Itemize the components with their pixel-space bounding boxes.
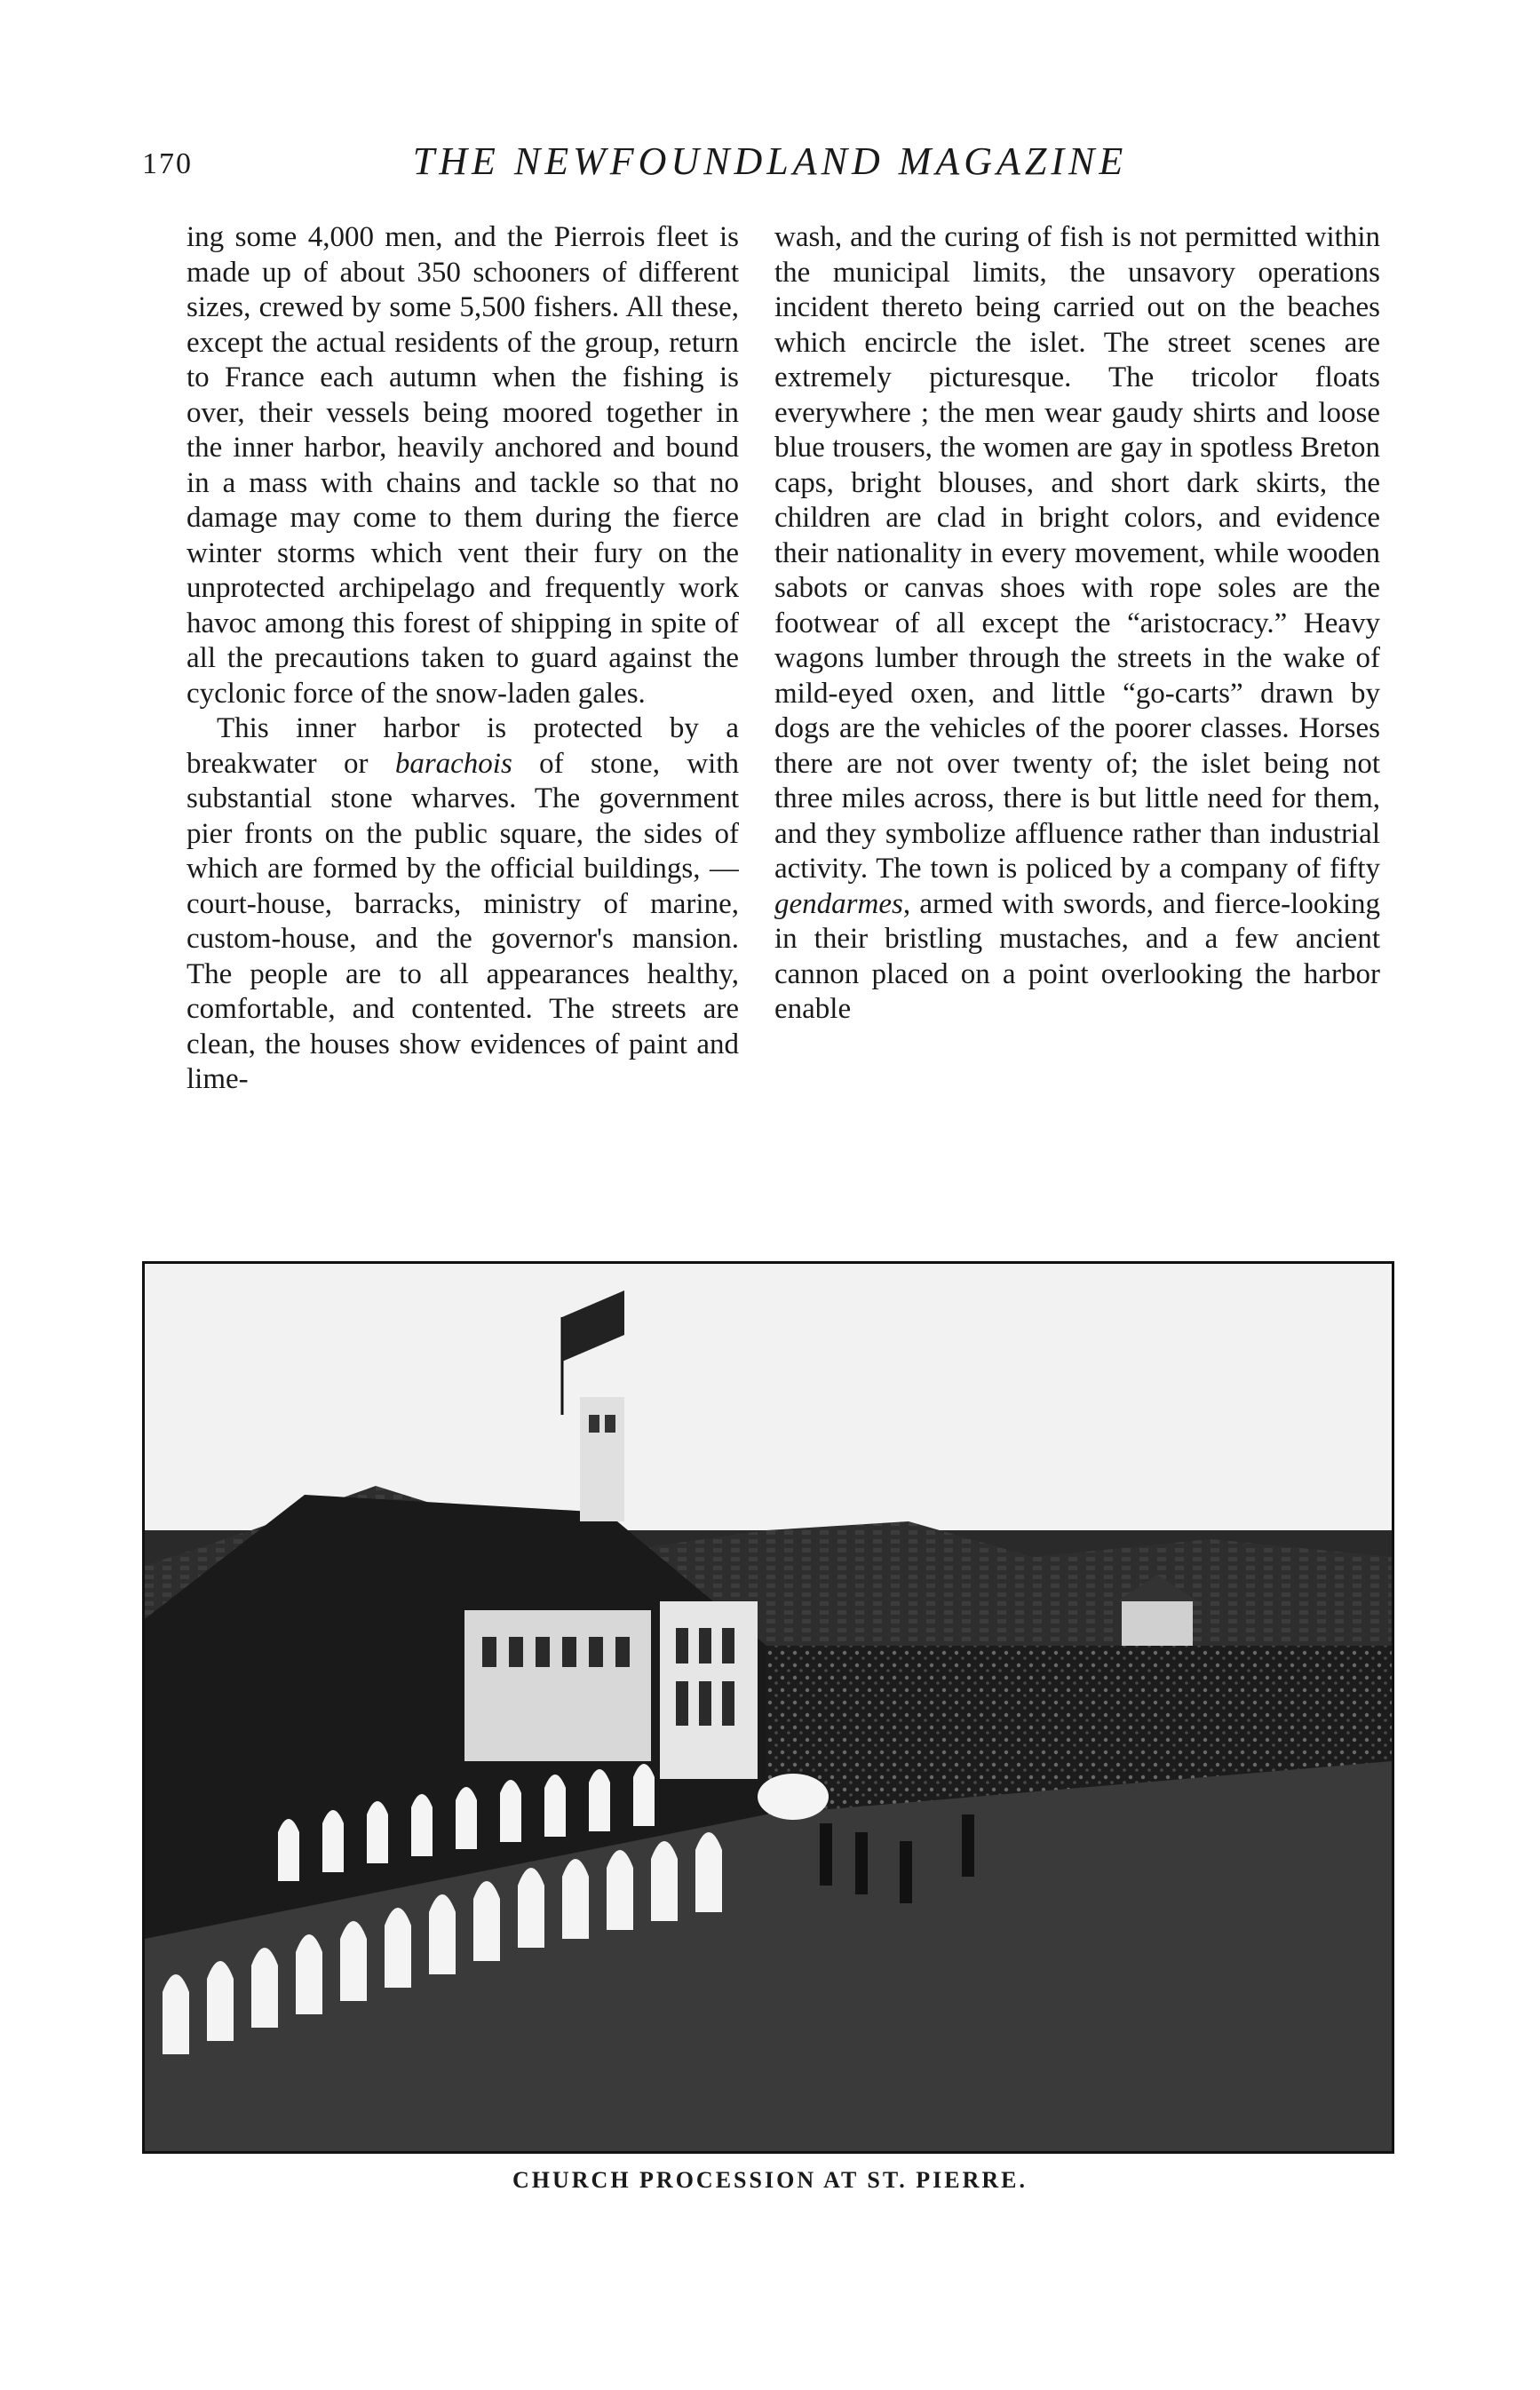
page-number: 170 <box>142 147 193 180</box>
paragraph: wash, and the curing of fish is not permitted within the municipal limits, the unsavory operations incident thereto being carried out on the beaches which encircle the islet. The street scenes are extremely picturesque. The tricolor floats everywhere ; the men wear gaudy shirts and loose blue trousers, the women are gay in spotless Breton caps, bright blouses, and short dark skirts, the children are clad in bright colors, and evidence their nationality in every movement, while wooden sabots or canvas shoes with rope soles are the footwear of all except the “aristocracy.” Heavy wagons lumber through the streets in the wake of mild-eyed oxen, and little “go-carts” drawn by dogs are the vehicles of the poorer classes. Horses there are not over twenty of; the islet being not three miles across, there is but little need for them, and they symbolize affluence rather than industrial activity. The town is policed by a company of fifty gendarmes, armed with swords, and fierce-looking in their bristling mustaches, and a few ancient cannon placed on a point overlooking the harbor enable <box>774 221 1380 1025</box>
paragraph: ing some 4,000 men, and the Pierrois fleet is made up of about 350 schooners of different sizes, crewed by some 5,500 fishers. All these, except the actual residents of the group, return to France each autumn when the fishing is over, their vessels being moored together in the inner harbor, heavily anchored and bound in a mass with chains and tackle so that no damage may come to them during the fierce winter storms which vent their fury on the unprotected archipelago and frequently work havoc among this forest of shipping in spite of all the precautions taken to guard against the cyclonic force of the snow-laden gales. <box>187 221 739 710</box>
photograph-illustration <box>145 1264 1392 2151</box>
paragraph: This inner harbor is protected by a breakwater or barachois of stone, with substantial stone wharves. The government pier fronts on the public square, the sides of which are formed by the official buildings, — court-house, barracks, ministry of marine, custom-house, and the governor's mansion. The people are to all appearances healthy, comfortable, and contented. The streets are clean, the houses show evidences of paint and lime- <box>187 712 739 1095</box>
running-title: THE NEWFOUNDLAND MAGAZINE <box>412 139 1128 183</box>
figure-caption: CHURCH PROCESSION AT ST. PIERRE. <box>512 2167 1028 2193</box>
left-text-column <box>187 220 739 1206</box>
right-text-column <box>774 220 1380 1206</box>
procession-photograph <box>142 1261 1394 2154</box>
